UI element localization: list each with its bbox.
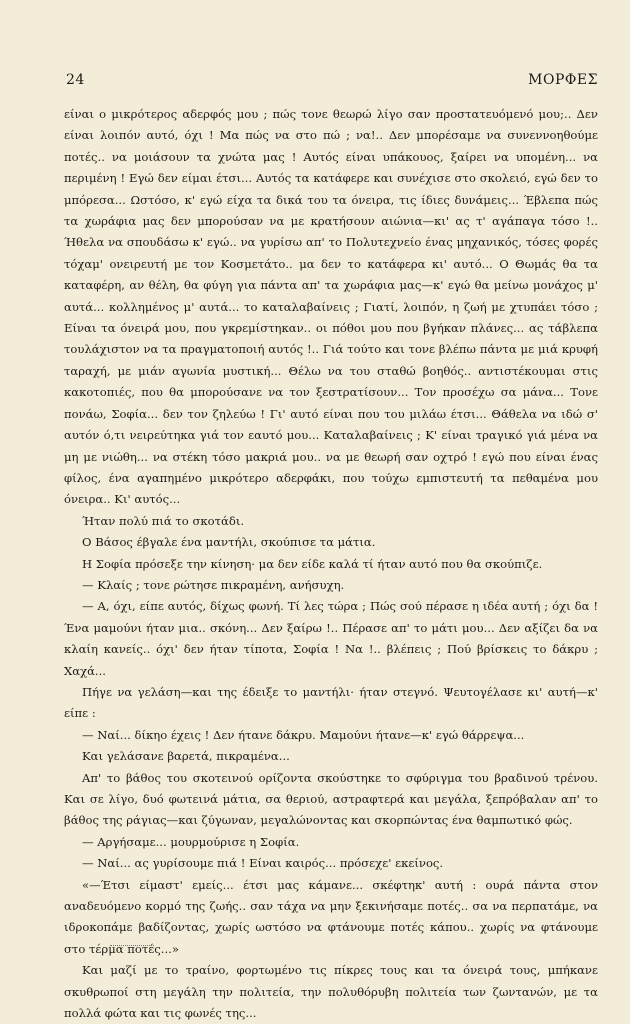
body-text [64,104,598,1024]
dialogue-line: — Κλαίς ; τονε ρώτησε πικραμένη, ανήσυχη. [82,577,345,592]
dialogue-line: — Ναί... δίκηο έχεις ! Δεν ήτανε δάκρυ. Μαμούνι ήτανε—κ' εγώ θάρρεψα... [82,727,525,742]
paragraph: Η Σοφία πρόσεξε την κίνηση· μα δεν είδε καλά τί ήταν αυτό που θα σκούπιζε. [82,556,543,571]
page-number: 24 [66,72,85,88]
paragraph: Πήγε να γελάση—και της έδειξε το μαντήλι· ήταν στεγνό. Ψευτογέλασε κι' αυτή—κ' είπε : [64,684,598,721]
paragraph: Και μαζί με το τραίνο, φορτωμένο τις πίκρες τους και τα όνειρά τους, μπήκανε σκυθρωποί στη μεγάλη την πολιτεία, την πολυθόρυβη πολιτεία των ζωντανών, με τα πολλά φώτα και τις φωνές της... [64,963,598,1021]
paragraph: Απ' το βάθος του σκοτεινού ορίζοντα σκούστηκε το σφύριγμα του βραδινού τρένου. Και σε λίγο, δυό φωτεινά μάτια, σα θεριού, αστραφτερά και μεγάλα, ξεπρόβαλαν απ' το βάθος της ράγιας—και ζύγωναν, μεγαλώνοντας και σκορπώντας ένα θαμπωτικό φώς. [64,770,598,828]
running-title: ΜΟΡΦΕΣ [528,72,598,88]
page-header [66,72,598,88]
quoted-thought: «—Έτσι είμαστ' εμείς... έτσι μας κάμανε... σκέφτηκ' αυτή : ουρά πάντα στον αναδευόμενο κορμό της ζωής.. σαν τάχα να μην ξεκινήσαμε ποτές.. σα να περπατάμε, να ιδροκοπάμε βαδίζοντας, χωρίς ωστόσο να φτάνουμε ποτές κάπου.. χωρίς να φτάνουμε στο τέρμα ποτές...» [64,877,598,956]
paragraph: είναι ο μικρότερος αδερφός μου ; πώς τονε θεωρώ λίγο σαν προστατευόμενό μου;.. Δεν είναι λοιπόν αυτό, όχι ! Μα πώς να στο πώ ; να!.. Δεν μπορέσαμε να συνεννοηθούμε ποτές.. να μοιάσουν τα χνώτα μας ! Αυτός είναι υπάκουος, ξαίρει να υπομένη... να περιμένη ! Εγώ δεν είμαι έτσι... Αυτός τα κατάφερε και συνέχισε στο σκολειό, εγώ δεν το μπόρεσα... Ωστόσο, κ' εγώ είχα τα δικά του τα όνειρα, τις ίδιες δυνάμεις... Έβλεπα πώς τα χωράφια μας δεν μπορούσαν να με κρατήσουν αιώνια—κι' ας τ' αγάπαγα τόσο !.. Ήθελα να σπουδάσω κ' εγώ.. να γυρίσω απ' το Πολυτεχνείο ένας μηχανικός, τόσες φορές τόχαμ' ονειρευτή με τον Κοσμετάτο.. μα δεν το κατάφερα κι' αυτό... Ο Θωμάς θα τα καταφέρη, αν θέλη, θα φύγη για πάντα απ' τα χωράφια μας—κ' εγώ θα μείνω μονάχος μ' αυτά... κολλημένος μ' αυτά... το καταλαβαίνεις ; Γιατί, λοιπόν, η ζωή με χτυπάει τόσο ; Είναι τα όνειρά μου, που γκρεμίστηκαν.. οι πόθοι μου που βγήκαν πλάνες... ας τάβλεπα τουλάχιστον να τα πραγματοποιή αυτός !.. Γιά τούτο και τονε βλέπω πάντα με μιά κρυφή ταραχή, με μιάν αγωνία μυστική... Θέλω να του σταθώ βοηθός.. αντιστέκουμαι στις κακοτοπιές, που θα μπορούσανε να τον ξεστρατίσουν... Τον προσέχω σα μάνα... Τονε πονάω, Σοφία... δεν τον ζηλεύω ! Γι' αυτό είναι που του μιλάω έτσι... Θάθελα να ιδώ σ' αυτόν ό,τι νειρεύτηκα γιά τον εαυτό μου... Καταλαβαίνεις ; Κ' είναι τραγικό γιά μένα να μη με νιώθη... να στέκη τόσο μακριά μου.. να με θεωρή σαν οχτρό ! εγώ που είναι ένας φίλος, ένα αγαπημένο μικρότερο αδερφάκι, που τούχω εμπιστευτή τα πεθαμένα μου όνειρα.. Κι' αυτός... [64,107,598,507]
dialogue-line: — Α, όχι, είπε αυτός, δίχως φωνή. Τί λες τώρα ; Πώς σού πέρασε η ιδέα αυτή ; όχι δα ! Ένα μαμούνι ήταν μια.. σκόνη... Δεν ξαίρω !.. Πέρασε απ' το μάτι μου... Δεν αξίζει δα να κλαίη κανείς.. όχι' δεν ήταν τίποτα, Σοφία ! Να !.. βλέπεις ; Πού βρίσκεις το δάκρυ ; Χαχά... [64,599,598,678]
paragraph: Ο Βάσος έβγαλε ένα μαντήλι, σκούπισε τα μάτια. [82,535,376,550]
paragraph: Ήταν πολύ πιά το σκοτάδι. [82,513,245,528]
paragraph: Και γελάσανε βαρετά, πικραμένα... [82,749,290,764]
dialogue-line: — Αργήσαμε... μουρμούρισε η Σοφία. [82,834,300,849]
page-mark [110,945,154,947]
dialogue-line: — Ναί... ας γυρίσουμε πιά ! Είναι καιρός... πρόσεχε' εκείνος. [82,856,444,871]
